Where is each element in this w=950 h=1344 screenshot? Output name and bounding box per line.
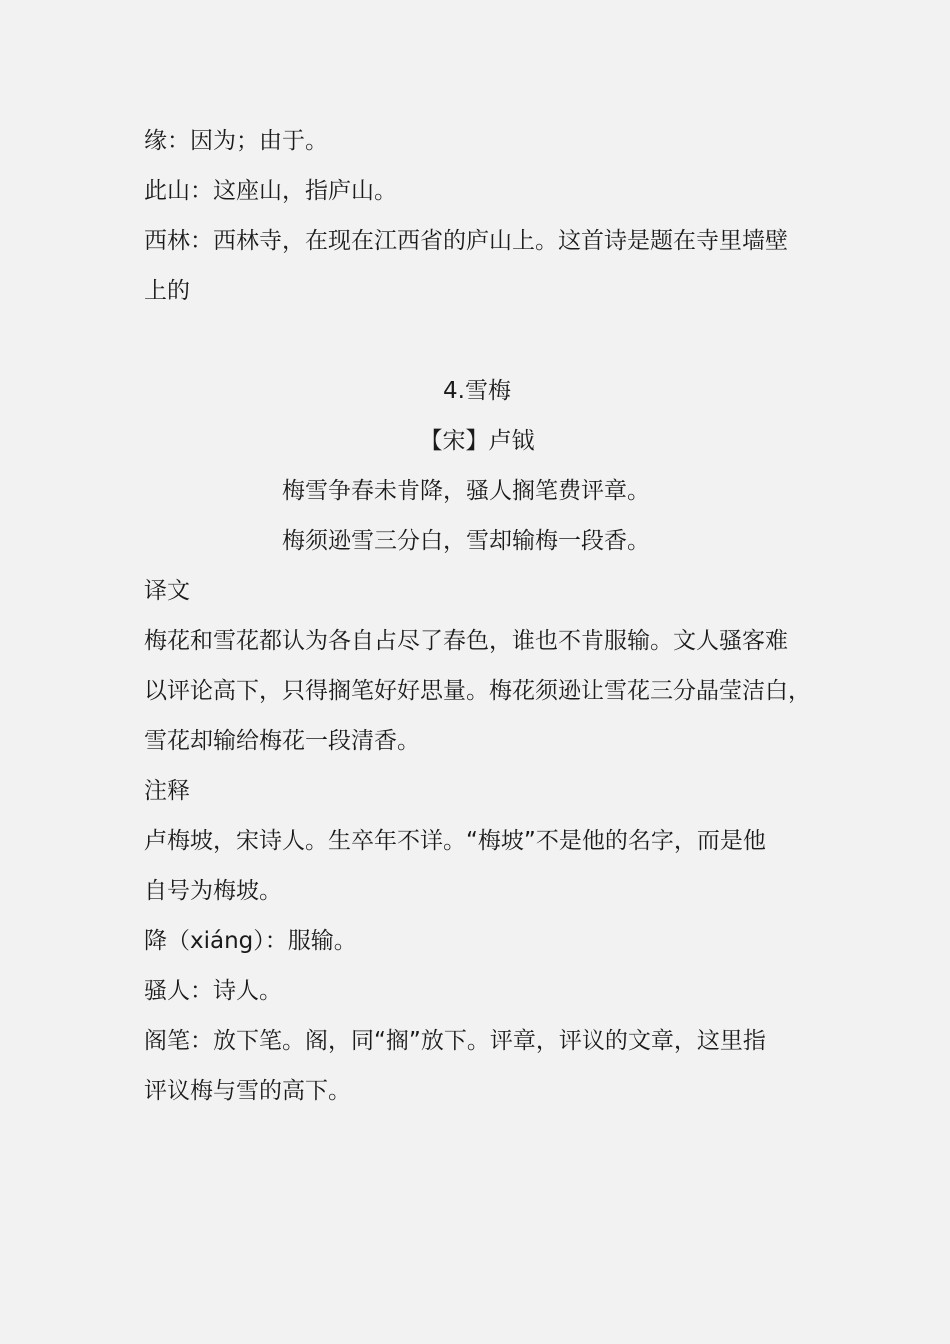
note-line-xilin-cont: 上的 [144, 278, 190, 304]
notes-line-2: 自号为梅坡。 [144, 878, 282, 904]
notes-heading: 注释 [144, 778, 190, 804]
note-line-yuan: 缘：因为；由于。 [144, 128, 328, 154]
notes-line-1: 卢梅坡，宋诗人。生卒年不详。“梅坡”不是他的名字，而是他 [144, 828, 766, 854]
note-line-xilin: 西林：西林寺，在现在江西省的庐山上。这首诗是题在寺里墙壁 [144, 228, 788, 254]
notes-line-5: 阁笔：放下笔。阁，同“搁”放下。评章，评议的文章，这里指 [144, 1028, 766, 1054]
translation-heading: 译文 [144, 578, 190, 604]
translation-line-2: 以评论高下，只得搁笔好好思量。梅花须逊让雪花三分晶莹洁白， [144, 678, 811, 704]
notes-line-6: 评议梅与雪的高下。 [144, 1078, 351, 1104]
poem-title: 4.雪梅 [443, 378, 511, 404]
notes-line-4: 骚人：诗人。 [144, 978, 282, 1004]
notes-line-3: 降（xiáng）：服输。 [144, 928, 357, 954]
translation-line-3: 雪花却输给梅花一段清香。 [144, 728, 420, 754]
poem-line-2: 梅须逊雪三分白，雪却输梅一段香。 [282, 528, 650, 554]
poem-line-1: 梅雪争春未肯降，骚人搁笔费评章。 [282, 478, 650, 504]
document-content [144, 116, 810, 1116]
blank-line [144, 316, 810, 366]
poem-author: 【宋】卢钺 [419, 428, 535, 454]
translation-line-1: 梅花和雪花都认为各自占尽了春色，谁也不肯服输。文人骚客难 [144, 628, 788, 654]
note-line-cishan: 此山：这座山，指庐山。 [144, 178, 397, 204]
